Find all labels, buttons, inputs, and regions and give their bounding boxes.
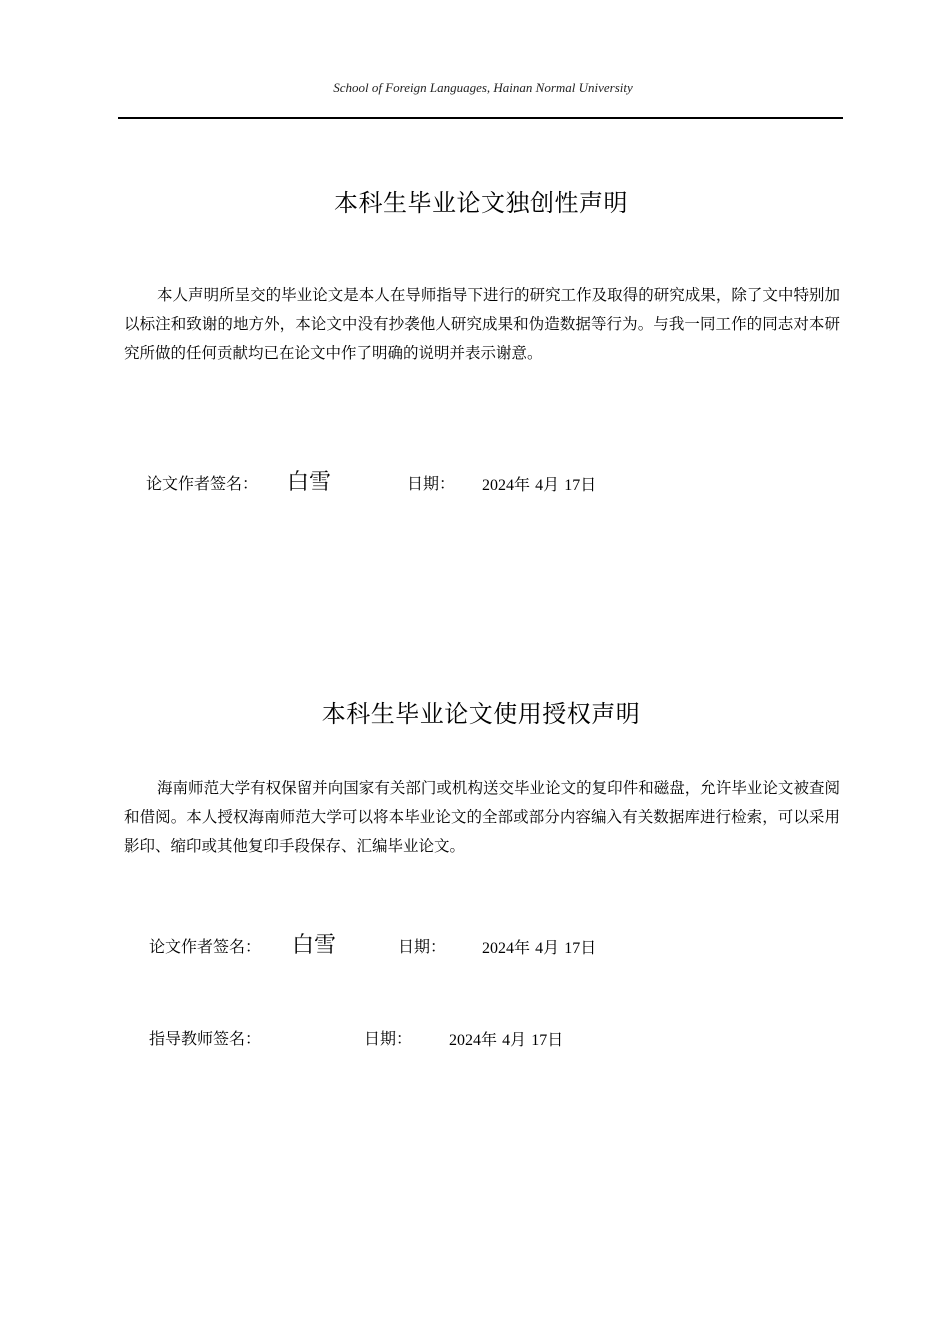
- originality-paragraph: 本人声明所呈交的毕业论文是本人在导师指导下进行的研究工作及取得的研究成果，除了文中特别加以标注和致谢的地方外，本论文中没有抄袭他人研究成果和伪造数据等行为。与我一同工作的同志对本研究所做的任何贡献均已在论文中作了明确的说明并表示谢意。: [124, 286, 840, 362]
- author-signature-label: 论文作者签名：: [146, 474, 259, 493]
- date-day-unit: 日: [547, 1030, 564, 1049]
- advisor-signature-label: 指导教师签名：: [149, 1029, 262, 1048]
- date-year: 2024: [482, 477, 514, 494]
- date-label: 日期：: [398, 937, 447, 956]
- originality-signature-row: [146, 465, 846, 499]
- date-day-unit: 日: [580, 475, 597, 494]
- date-month: 4: [502, 1032, 511, 1049]
- date-year-unit: 年: [514, 938, 531, 957]
- signature-date: [482, 935, 596, 958]
- authorization-paragraph: 海南师范大学有权保留并向国家有关部门或机构送交毕业论文的复印件和磁盘，允许毕业论文被查阅和借阅。本人授权海南师范大学可以将本毕业论文的全部或部分内容编入有关数据库进行检索，可以采用影印、缩印或其他复印手段保存、汇编毕业论文。: [124, 779, 840, 855]
- advisor-signature-row: [149, 1020, 849, 1054]
- authorization-author-signature-row: [149, 928, 849, 962]
- date-month-unit: 月: [543, 475, 560, 494]
- date-day-unit: 日: [580, 938, 597, 957]
- date-month: 4: [535, 940, 544, 957]
- date-month: 4: [535, 477, 544, 494]
- author-signature: 白雪: [287, 470, 332, 495]
- date-label: 日期：: [364, 1029, 413, 1048]
- signature-date: [449, 1027, 563, 1050]
- author-signature: 白雪: [292, 933, 337, 958]
- author-signature-label: 论文作者签名：: [149, 937, 262, 956]
- header-rule: [118, 117, 843, 119]
- date-month-unit: 月: [543, 938, 560, 957]
- date-year: 2024: [449, 1032, 481, 1049]
- date-month-unit: 月: [510, 1030, 527, 1049]
- running-header: School of Foreign Languages, Hainan Normal University: [333, 80, 633, 95]
- date-label: 日期：: [407, 474, 456, 493]
- date-year-unit: 年: [481, 1030, 498, 1049]
- signature-date: [482, 472, 596, 495]
- originality-title: 本科生毕业论文独创性声明: [334, 189, 628, 217]
- date-day: 17: [564, 940, 581, 957]
- date-day: 17: [564, 477, 581, 494]
- date-day: 17: [531, 1032, 548, 1049]
- date-year-unit: 年: [514, 475, 531, 494]
- authorization-title: 本科生毕业论文使用授权声明: [321, 700, 641, 728]
- date-year: 2024: [482, 940, 514, 957]
